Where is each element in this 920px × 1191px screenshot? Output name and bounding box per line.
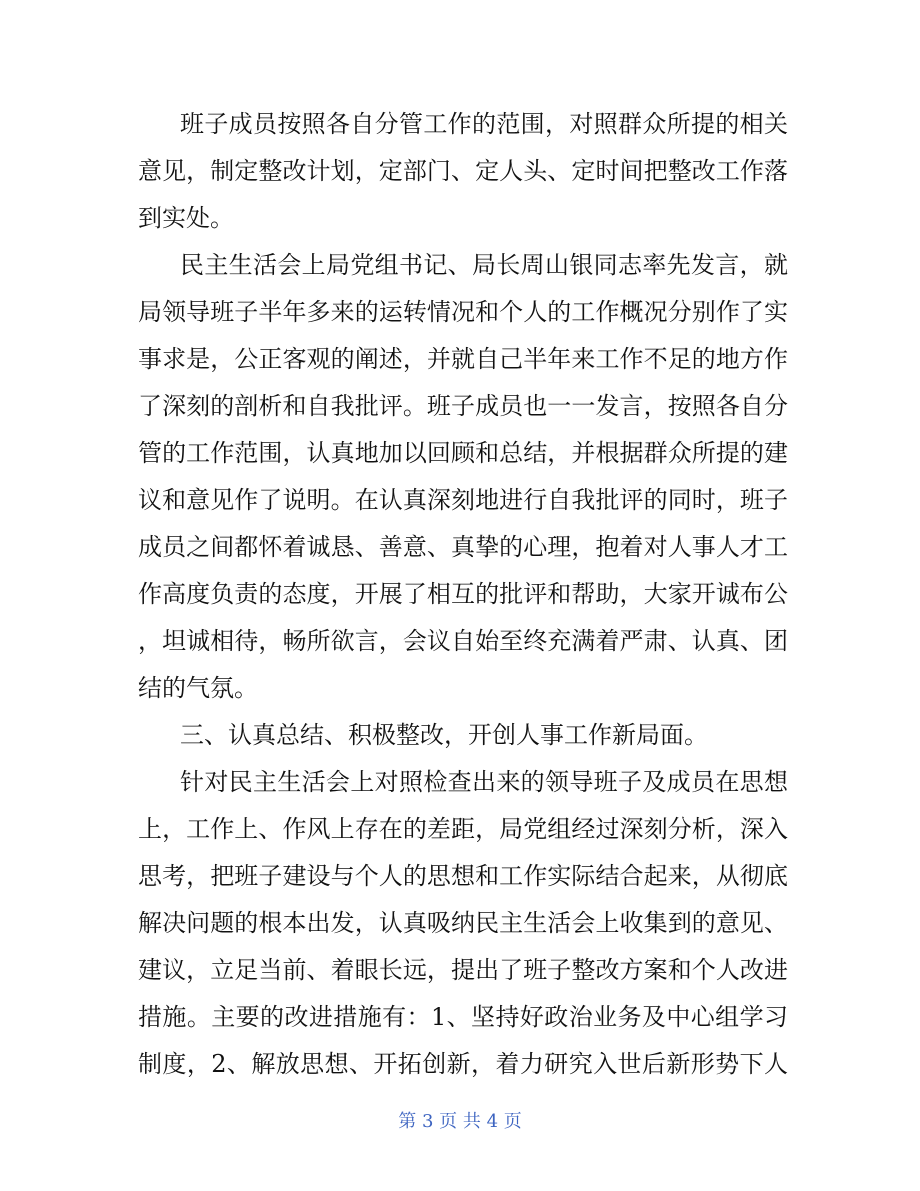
paragraph-2-line-5: 管的工作范围，认真地加以回顾和总结，并根据群众所提的建 — [138, 439, 788, 467]
paragraph-2-line-2: 局领导班子半年多来的运转情况和个人的工作概况分别作了实 — [138, 298, 788, 326]
paragraph-1-line-2: 意见，制定整改计划，定部门、定人头、定时间把整改工作落 — [138, 157, 788, 185]
paragraph-2-line-1: 民主生活会上局党组书记、局长周山银同志率先发言，就 — [180, 251, 788, 279]
paragraph-4-line-3: 思考，把班子建设与个人的思想和工作实际结合起来，从彻底 — [138, 862, 788, 890]
page-number-footer: 第 3 页 共 4 页 — [398, 1111, 522, 1132]
paragraph-2-line-3: 事求是，公正客观的阐述，并就自己半年来工作不足的地方作 — [138, 345, 788, 373]
paragraph-2-line-10: 结的气氛。 — [138, 674, 258, 702]
paragraph-4-line-7: 制度，2、解放思想、开拓创新，着力研究入世后新形势下人 — [138, 1050, 788, 1078]
paragraph-2-line-4: 了深刻的剖析和自我批评。班子成员也一一发言，按照各自分 — [138, 392, 788, 420]
paragraph-2-line-9: ，坦诚相待，畅所欲言，会议自始至终充满着严肃、认真、团 — [138, 627, 788, 655]
paragraph-1-line-3: 到实处。 — [138, 204, 234, 232]
paragraph-4-line-5: 建议，立足当前、着眼长远，提出了班子整改方案和个人改进 — [138, 956, 788, 984]
paragraph-4-line-6: 措施。主要的改进措施有：1、坚持好政治业务及中心组学习 — [138, 1003, 788, 1031]
paragraph-2-line-7: 成员之间都怀着诚恳、善意、真挚的心理，抱着对人事人才工 — [138, 533, 788, 561]
paragraph-1-line-1: 班子成员按照各自分管工作的范围，对照群众所提的相关 — [180, 110, 788, 138]
paragraph-4-line-2: 上，工作上、作风上存在的差距，局党组经过深刻分析，深入 — [138, 815, 788, 843]
section-heading-3: 三、认真总结、积极整改，开创人事工作新局面。 — [180, 721, 708, 749]
paragraph-4-line-1: 针对民主生活会上对照检查出来的领导班子及成员在思想 — [180, 768, 788, 796]
paragraph-4-line-4: 解决问题的根本出发，认真吸纳民主生活会上收集到的意见、 — [138, 909, 788, 937]
paragraph-2-line-8: 作高度负责的态度，开展了相互的批评和帮助，大家开诚布公 — [138, 580, 788, 608]
paragraph-2-line-6: 议和意见作了说明。在认真深刻地进行自我批评的同时，班子 — [138, 486, 788, 514]
